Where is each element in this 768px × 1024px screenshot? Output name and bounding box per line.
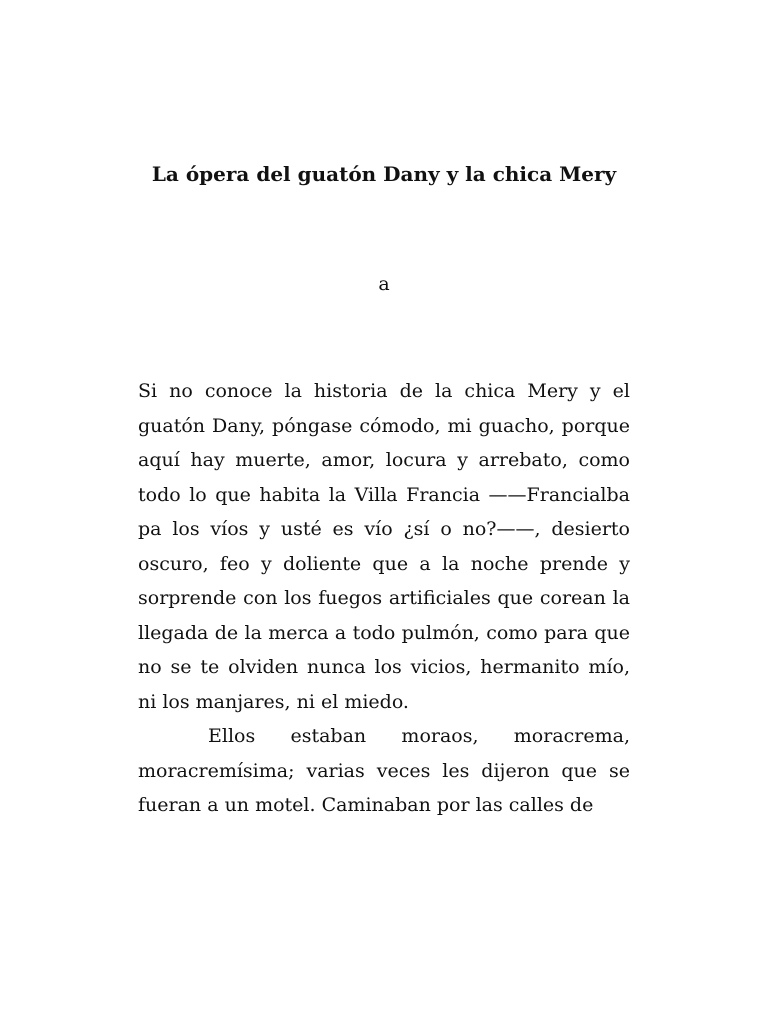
dedication: a: [378, 273, 390, 295]
body-text: [138, 374, 630, 823]
paragraph-2: Ellos estaban moraos, moracrema, moracremísima; varias veces les dijeron que se fueran a un motel. Caminaban por las calles de: [138, 725, 630, 816]
document-title: La ópera del guatón Dany y la chica Mery: [151, 162, 617, 186]
paragraph-1: Si no conoce la historia de la chica Mery y el guatón Dany, póngase cómodo, mi guacho, porque aquí hay muerte, amor, locura y arrebato, como todo lo que habita la Villa Francia ——Francialba pa los víos y usté es vío ¿sí o no?——, desierto oscuro, feo y doliente que a la noche prende y sorprende con los fuegos artificiales que corean la llegada de la merca a todo pulmón, como para que no se te olviden nunca los vicios, hermanito mío, ni los manjares, ni el miedo.: [138, 380, 630, 713]
